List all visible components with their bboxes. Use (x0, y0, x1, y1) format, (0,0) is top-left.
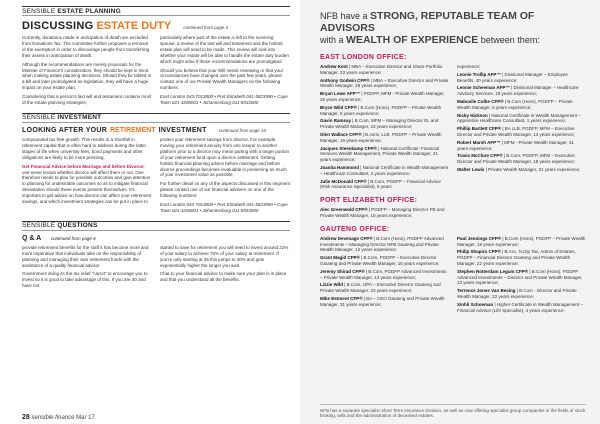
advisor-name: Anthony Godwin CFP® (320, 77, 371, 83)
section-header-investment (22, 113, 290, 123)
advisor-details: | B.Com (Hons), PGDFP – Private Wealth Manager, 19 years experience; (457, 235, 586, 247)
advisor-entry (457, 113, 586, 125)
section-prefix: SENSIBLE (22, 7, 56, 15)
advisor-entry (320, 165, 449, 177)
advisor-entry (320, 132, 449, 144)
paragraph: Currently, donations made in anticipation of death are excluded from Donations Tax. The committee further proposes a removal of the exemption in order to discourage people from transferring their assets in anticipation of death. (22, 35, 150, 58)
office-title-gauteng: GAUTENG OFFICE: (320, 225, 390, 233)
advisor-name: Xinhli Schoeman (457, 301, 495, 307)
advisor-entry (457, 126, 586, 138)
advisor-entry (320, 118, 449, 130)
advisor-details: | PGDFP – Managing Director PE and Private Wealth Manager, 10 years experience; (320, 207, 445, 218)
paragraph: Government doing its the tax relief "carrot" to encourage you to invest so it is good to take advantage of this. If you are 30 and have not (22, 271, 148, 289)
advisor-name: Phillip Bartlett CFP® (457, 126, 503, 132)
advisor-name: Joanita Hammond (320, 164, 361, 170)
heading-text: between them: (480, 35, 540, 45)
advisor-name: Walter Lewis (457, 166, 486, 172)
estate-columns (22, 35, 290, 109)
advisor-details: | B.Com, PGDFP, MFM – Executive Director and Private Wealth Manager, 18 years experience; (457, 153, 575, 165)
advisor-details: | Higher Certificate in Wealth Management – Financial Advisor (Life Specialist), 4 years experience; (457, 301, 583, 313)
advisor-details: | National Certificate in Wealth Management – Healthcare Consultant, 2 years experience; (320, 164, 449, 176)
advisor-entry (320, 146, 449, 163)
paragraph: particularly where part of the estate is left to the surviving spouse, a review of the last will and testament and the holistic estate plan will need to be made. This review will look into whether your estate will be able to handle the estate duty burden which might arise if these recommendations are promulgated. (160, 35, 289, 64)
paragraph: For further detail on any of the aspects discussed in this segment please contact one of our financial advisers on one of the following numbers: (160, 181, 290, 199)
advisor-name: Bryce Wild CFP® (320, 104, 359, 110)
page-number: 28 (22, 414, 30, 421)
magazine-name: sensible finance (31, 415, 75, 421)
advisor-entry (457, 249, 586, 266)
heading-bold: STRONG, REPUTABLE TEAM OF ADVISORS (320, 10, 535, 34)
advisor-details: | Divisional Manager – Employee Benefits, 40 years experience; (457, 71, 568, 83)
qa-label: Q & A (22, 234, 41, 242)
advisor-name: Robert Marsh AFP™ (457, 139, 502, 145)
advisor-entry (320, 282, 449, 294)
advisor-details: | B.Com (Hons), PGDFP Advanced Investments – Managing Director NFB Gauteng and Private Wealth Manager, 12 years experience; (320, 235, 444, 253)
advisor-details: | B.Com, PGDFP – Executive Director Gauteng and Private Wealth Manager, 15 years experience; (320, 255, 440, 266)
advisor-name: Jeremy Shirad CFP® (320, 268, 366, 274)
advisor-entry (457, 302, 586, 314)
advisor-name: Grant Magid CFP® (320, 255, 362, 261)
office-title-east-london: EAST LONDON OFFICE: (320, 54, 407, 61)
paragraph: compounded tax free growth. This results in a shortfall in retirement capital that is often hard to address during the latter stages of life when university fees, bond payments and other obligations are likely to be more pressing. (22, 136, 147, 160)
advisor-details: | B.Com, MFM – Managing Director EL and Private Wealth Manager, 23 years experience; (320, 118, 439, 130)
advisor-name: Nicky Hickson (457, 112, 490, 118)
advisor-details: | B.Com (Hons), PGDFP – Private Wealth Manager, 5 years experience; (320, 104, 442, 116)
advisor-details: | B.Com, PGDFP – Financial Advisor (Risk Assurance Specialist), 5 years (320, 178, 441, 190)
advisor-name: Andrew Devenage CFP® (320, 235, 374, 241)
advisor-name: Paul Jennings CFP® (457, 235, 503, 241)
section-prefix: SENSIBLE (22, 222, 56, 230)
advisor-name: Mabusile Colbe CFP® (457, 98, 505, 104)
section-header-questions (22, 221, 290, 231)
advisor-entry (457, 85, 586, 97)
advisor-details: | MBA – Executive Director and Share Portfolio Manager, 23 years experience; (320, 64, 443, 75)
advisor-entry (457, 140, 586, 152)
gauteng-columns (320, 236, 586, 316)
advisor-entry (320, 236, 449, 253)
advisor-name: Lizzie Wild (320, 282, 345, 288)
contact-numbers: East London 043-7013800 • Port Elizabeth 041-5823990 • Cape Town 021-3206001 • Johannesburg 011-8933000 (160, 202, 288, 213)
title-part-a: LOOKING AFTER YOUR (22, 126, 108, 134)
advisor-name: Jacques Steenkamp CFP® (320, 145, 379, 151)
subheading: Get Financial Advice before Marriage and before Divorce: (22, 163, 145, 169)
advisor-name: Leonie Trollip AFP™ (457, 71, 503, 77)
advisor-name: Stephen Rotterdam Legum CFP® (457, 268, 530, 274)
qa-col-1 (22, 245, 152, 292)
advisor-details: | B.Juris, LLB, PGDFP – Private Wealth Manager, 19 years experience; (320, 131, 442, 143)
title-part-b: ESTATE DUTY (96, 20, 172, 32)
office-title-port-elizabeth: PORT ELIZABETH OFFICE: (320, 197, 418, 205)
advisor-name: Bryan Lowe AFP™ (320, 91, 362, 97)
section-name: ESTATE PLANNING (57, 7, 121, 15)
section-prefix: SENSIBLE (22, 114, 56, 122)
advisor-details: | National Certificate: Financial Services Wealth Management, Private Wealth Manager, 21 years experience; (320, 145, 440, 163)
advisor-entry (320, 91, 449, 103)
advisor-details: | B.Acc, N.Dip Tax, Admin of Estates, PGDFP – Financial Director Gauteng and Private Wealth Manager, 22 years experience; (457, 249, 576, 266)
heading-bold: WEALTH OF EXPERIENCE (346, 34, 479, 46)
advisor-details: experience; (457, 64, 481, 69)
advisor-name: Travis McClure CFP® (457, 153, 504, 159)
heading-text: NFB have a (320, 11, 368, 21)
advisor-name: Gavin Ramsay (320, 118, 353, 124)
advisor-details: | B.Com - Director and Private Wealth Manager, 22 years experience; (457, 288, 577, 299)
investment-title (22, 127, 290, 134)
advisor-entry (320, 255, 449, 267)
estate-col-1 (22, 35, 152, 109)
advisor-entry (457, 64, 586, 70)
advisor-entry (320, 207, 449, 219)
paragraph: started to save for retirement you will need to invest around 22% of your salary to achieve 75% of your salary at retirement. If you're only starting at 35 this jumps to 30% and gets exponentially higher the longer you wait. (160, 244, 289, 268)
advisor-details: | MBA – Executive Director and Private Wealth Manager, 28 years experience; (320, 77, 449, 89)
investment-columns (22, 137, 290, 217)
paragraph: one never knows whether divorce will affect them or not. One therefore needs to plan for possible outcomes and give attention to planning for undesirable outcomes so as to mitigate financial devastation should these events present themselves. It's important to get advice on how divorce can affect your retirement savings, and which investment strategies can be put in place to (22, 169, 152, 205)
gauteng-col-2 (457, 236, 586, 316)
paragraph: Chat to your financial advisor to make sure your plan is in place and that you understand all the benefits. (160, 271, 287, 283)
advisor-details: | MFM - Private Wealth Manager, 31 years experience; (457, 139, 574, 151)
estate-col-2 (160, 35, 290, 109)
advisor-entry (320, 105, 449, 117)
paragraph: protect your retirement savings from divorce. For example, moving your retirement annuity from one insurer to another platform prior to a divorce may mean parting with a larger portion of your retirement fund upon a divorce settlement. Getting holistic financial planning advice before marriage and before divorce proceedings becomes invaluable in preserving as much of your investment value as possible. (160, 136, 290, 178)
contact-numbers: East London 043-7013800 • Port Elizabeth 041-5823990 • Cape Town 021-3206001 • Johannesburg 011-8933000 (160, 94, 288, 106)
page-footer (22, 414, 95, 421)
advisor-entry (320, 296, 449, 308)
advisor-entry (320, 269, 449, 281)
advisor-entry (320, 179, 449, 191)
title-part-b: RETIREMENT (110, 126, 156, 134)
advisor-entry (457, 167, 586, 173)
advisor-entry (457, 153, 586, 165)
port-elizabeth-columns (320, 207, 586, 221)
paragraph: Considering that a person's last will and testament contains most of the estate planning strategies, (22, 94, 152, 106)
advisor-name: Mike Estment CFP® (320, 295, 364, 301)
continued-note: continued from page 10 (218, 127, 267, 133)
qa-title (22, 235, 290, 242)
advisor-name: Philip Shapiro CFP® (457, 249, 503, 255)
advisors-heading (320, 10, 586, 46)
advisor-details: | B.Com (Hons), PGDFP – Private Wealth Manager, 5 years experience; (457, 98, 573, 110)
advisor-entry (457, 236, 586, 248)
gauteng-col-1 (320, 236, 449, 316)
empty-col (457, 207, 586, 221)
advisor-entry (320, 78, 449, 90)
advisor-details: | BA – CEO Gauteng and Private Wealth Manager, 31 years experience; (320, 295, 445, 307)
advisor-entry (457, 99, 586, 111)
qa-col-2 (160, 245, 290, 292)
paragraph: provide retirement benefits for the staff it has become more and more imperative that individuals take on the responsibility of planning and managing their own retirement funds with the assistance of a quality financial advisor. (22, 244, 149, 268)
advisor-details: | PGDFP, MFM - Private Wealth Manager, 25 years experience; (320, 91, 445, 102)
paragraph: Should you believe that your Will needs reviewing or that your circumstances have changed over the past few years, please contact one of our Private Wealth Managers on the following numbers: (160, 67, 284, 91)
continued-note: continued from page 4 (183, 25, 229, 30)
continued-note: continued from page 6 (50, 235, 96, 241)
footnote: NFB has a separate specialist Short Term Insurance Division, as well as now offering specialist group companies in the fields of stock broking, wills and the administration of deceased estates. (320, 404, 586, 419)
right-page (300, 0, 600, 424)
advisor-details: | B.Com (Hons), PGDFP Advanced Investments – Director and Private Wealth Manager, 13 years experience; (457, 268, 583, 286)
east-london-col-1 (320, 64, 449, 192)
advisor-details: | Divisional Manager – Healthcare Advisory Services, 19 years experience; (457, 85, 579, 97)
advisor-details: | BA LLB, PGDFP, MFM – Executive Director and Private Wealth Manager, 14 years experience; (457, 126, 575, 137)
investment-col-2 (160, 137, 290, 217)
section-name: INVESTMENT (57, 114, 102, 122)
title-part-a: DISCUSSING (22, 20, 94, 32)
port-elizabeth-col-1 (320, 207, 449, 221)
east-london-col-2 (457, 64, 586, 192)
investment-col-1 (22, 137, 152, 217)
heading-text: with a (320, 35, 344, 45)
advisor-name: Leonie Scheeman AFP™ (457, 85, 512, 91)
advisor-name: Andrew Kent (320, 64, 350, 69)
section-name: QUESTIONS (57, 222, 98, 230)
advisor-details: | National Certificate in Wealth Management – Apprentice Healthcare Consultant, 1 years experience; (457, 112, 581, 124)
title-part-c: INVESTMENT (158, 126, 207, 134)
advisor-entry (457, 72, 586, 84)
advisor-entry (320, 64, 449, 76)
section-header-estate (22, 6, 290, 16)
advisor-entry (457, 269, 586, 286)
advisor-details: | Private Wealth Manager, 31 years experience; (485, 166, 581, 172)
qa-columns (22, 245, 290, 292)
advisor-name: Julie McDonald CFP® (320, 178, 368, 184)
advisor-entry (457, 288, 586, 300)
advisor-name: Glen Wallace CFP® (320, 131, 363, 137)
advisor-details: | B.Com, PGDFP Advanced Investments – Private Wealth Manager, 13 years experience; (320, 268, 447, 280)
paragraph: Although the recommendations are merely proposals for the Minister of Finance's consideration, they should be kept in mind when making estate planning decisions. Should they be tabled in a bill and later promulgated as legislation, they will have a huge impact on your estate plan. (22, 61, 152, 91)
issue-date: Mar 17 (76, 415, 95, 421)
east-london-columns (320, 64, 586, 192)
estate-title (22, 20, 290, 32)
advisor-details: | B.Com, IJPA – Executive Director Gauteng and Private Wealth Manager, 23 years experience; (320, 282, 441, 294)
advisor-name: Alec Greenwold CFP® (320, 207, 369, 213)
advisor-name: Terrence Jones Van Besing (457, 288, 517, 294)
